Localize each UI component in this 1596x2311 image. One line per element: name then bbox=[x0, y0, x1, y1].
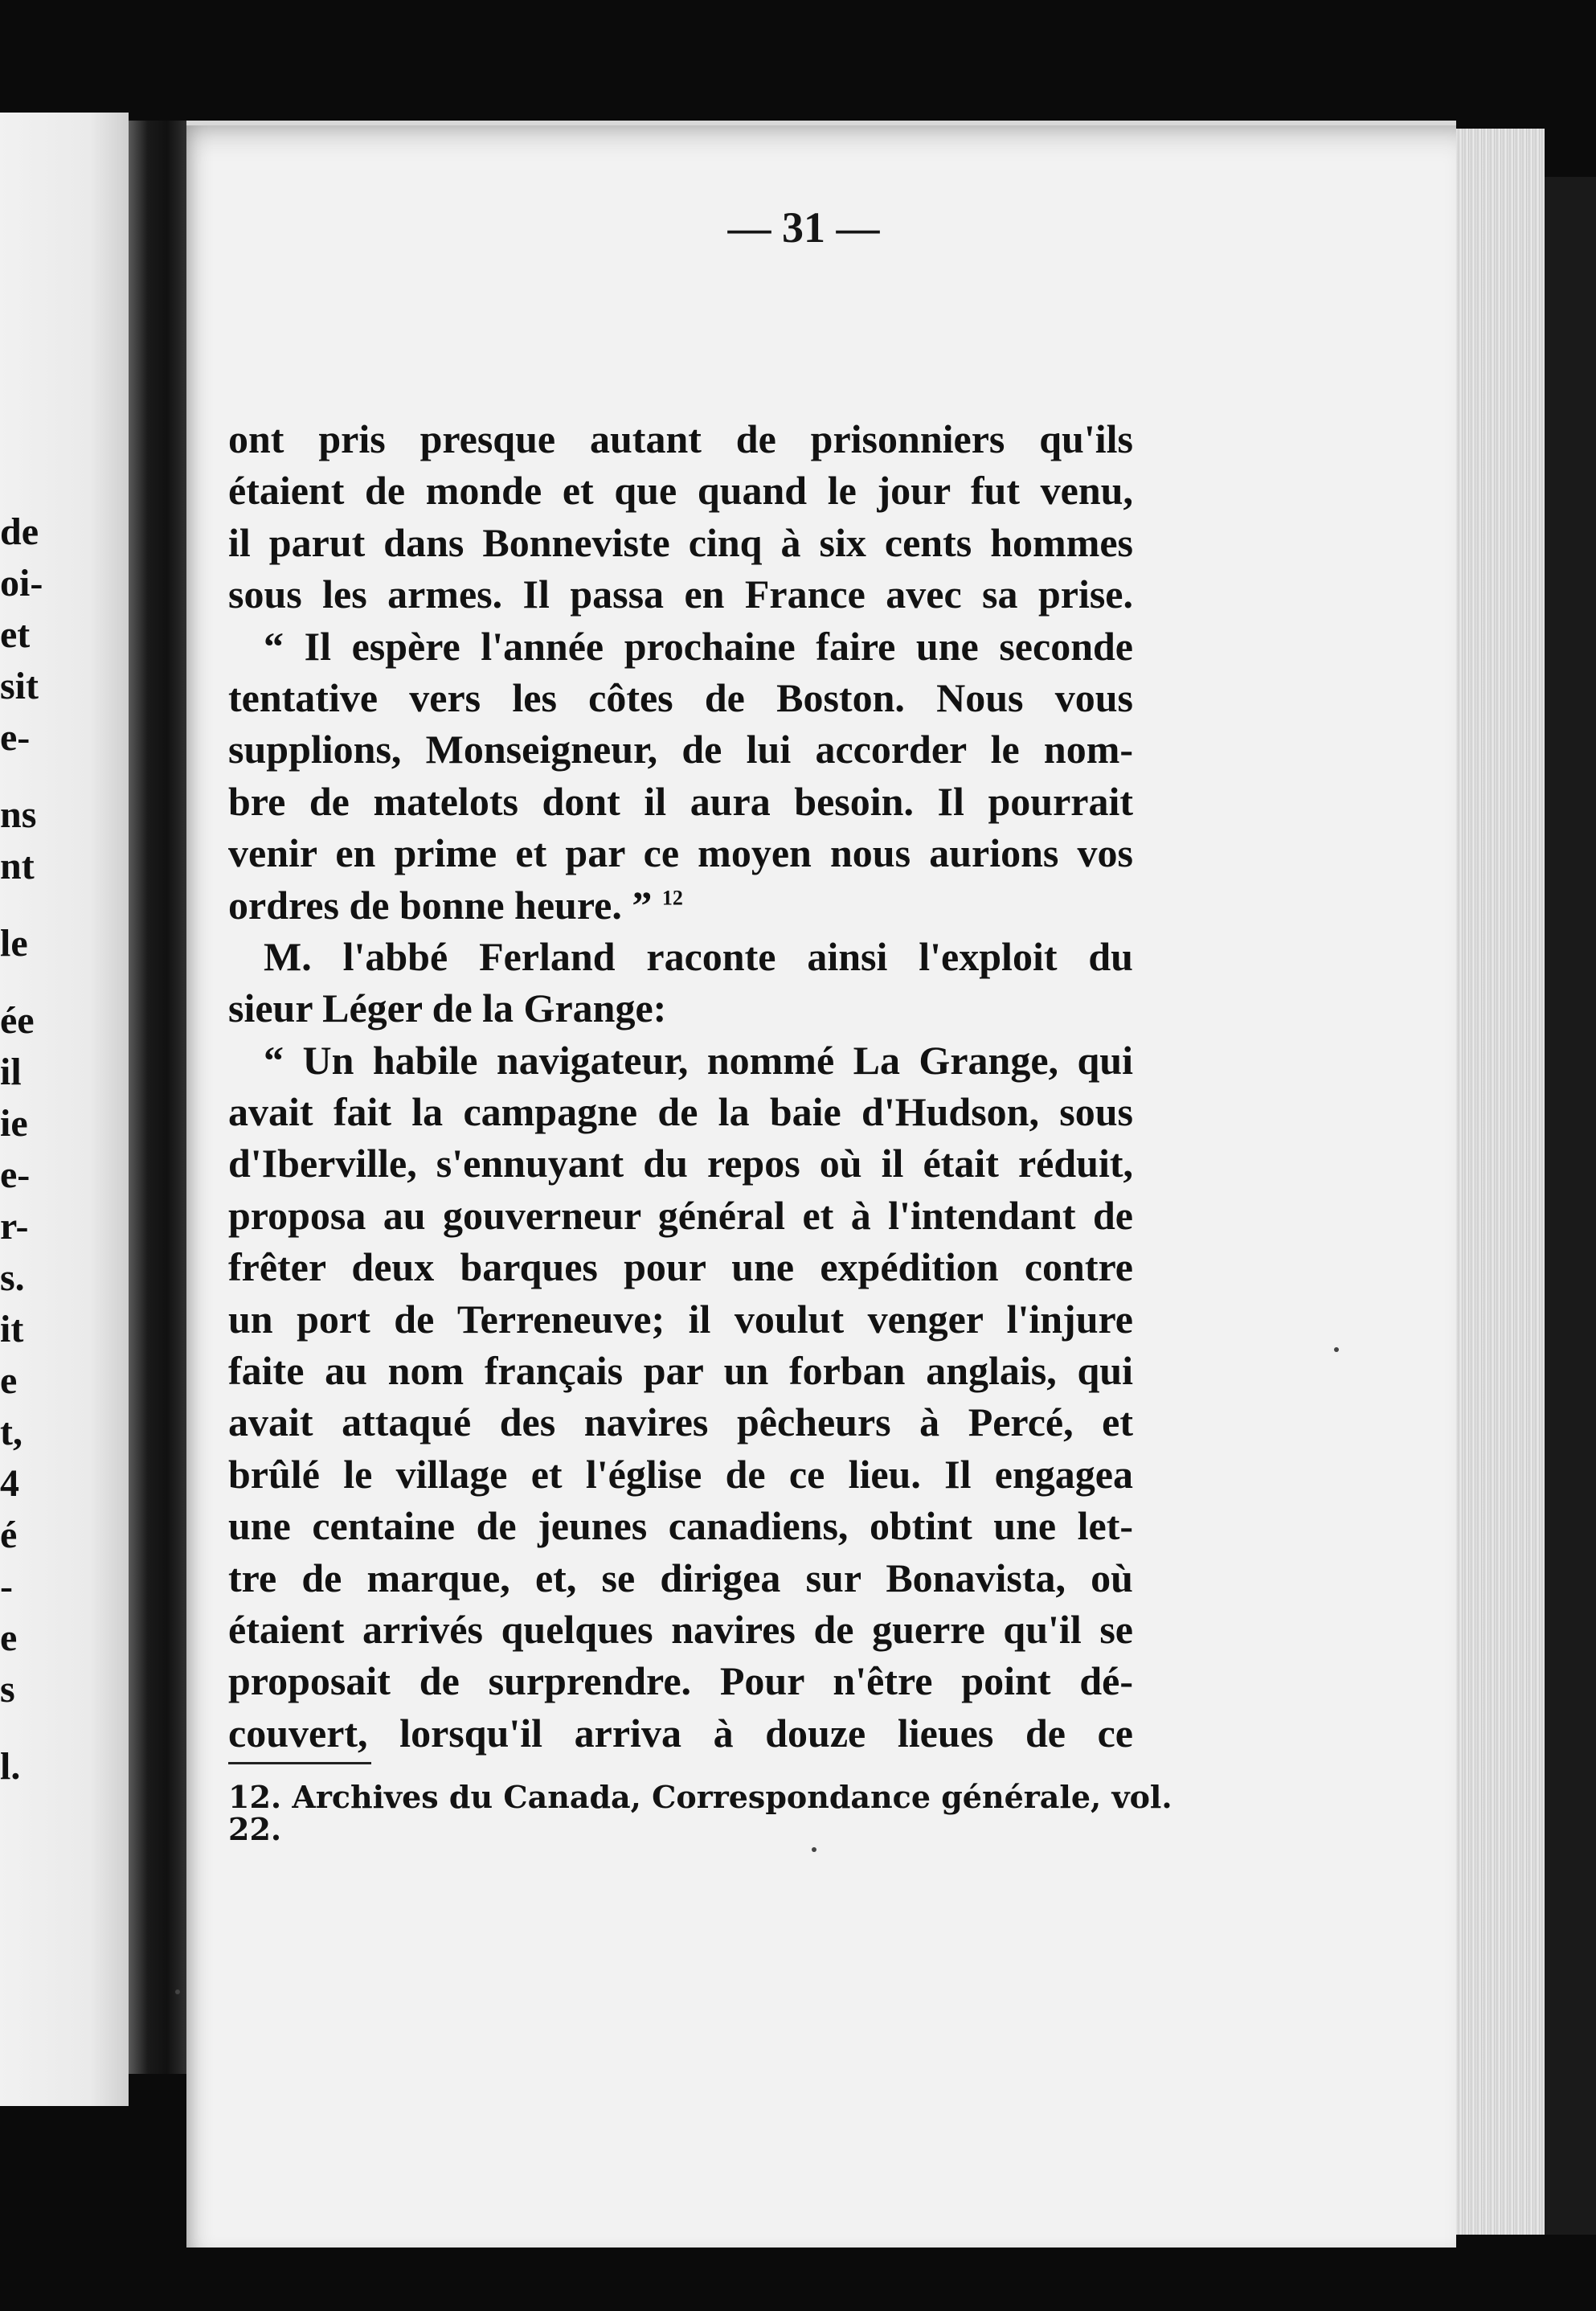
fragment: sit bbox=[0, 665, 39, 707]
fragment: 4 bbox=[0, 1462, 19, 1505]
fragment: nt bbox=[0, 845, 35, 887]
fragment: r- bbox=[0, 1205, 29, 1248]
text-line: “ Il espère l'année prochaine faire une seconde bbox=[264, 623, 1133, 669]
text-line: d'Iberville, s'ennuyant du repos où il était réduit, bbox=[228, 1141, 1133, 1186]
fragment-gap bbox=[0, 764, 80, 789]
fragment: t, bbox=[0, 1411, 23, 1453]
text-line: sous les armes. Il passa en France avec sa prise. bbox=[228, 572, 1133, 617]
text-line: ont pris presque autant de prisonniers qu'ils bbox=[228, 416, 1133, 461]
footnote-line: 22. bbox=[228, 1811, 282, 1847]
text-line: sieur Léger de la Grange: bbox=[228, 985, 667, 1031]
text-line: bre de matelots dont il aura besoin. Il pourrait bbox=[228, 778, 1133, 824]
fragment: s. bbox=[0, 1256, 25, 1299]
fragment-gap bbox=[0, 892, 80, 918]
scan-speck bbox=[812, 1847, 816, 1852]
fragment: oi- bbox=[0, 562, 43, 604]
fragment: s bbox=[0, 1668, 15, 1711]
previous-page-text-fragments bbox=[0, 506, 80, 1793]
text-line: M. l'abbé Ferland raconte ainsi l'exploit du bbox=[264, 933, 1133, 979]
text-line: faite au nom français par un forban anglais, qui bbox=[228, 1348, 1133, 1394]
footnote-reference: 12 bbox=[661, 885, 683, 909]
text-line: un port de Terreneuve; il voulut venger l'injure bbox=[228, 1296, 1133, 1342]
fragment: il bbox=[0, 1051, 22, 1093]
fragment: é bbox=[0, 1514, 18, 1556]
fragment: e bbox=[0, 1616, 18, 1659]
footnote bbox=[228, 1779, 1172, 1847]
text-line: avait attaqué des navires pêcheurs à Percé, et bbox=[228, 1399, 1133, 1445]
page-body-text bbox=[228, 413, 1133, 1759]
text-line: étaient de monde et que quand le jour fut venu, bbox=[228, 468, 1133, 514]
page-number: — 31 — bbox=[727, 203, 880, 252]
fragment: de bbox=[0, 510, 39, 553]
fragment: et bbox=[0, 613, 31, 656]
fragment-gap bbox=[0, 1715, 80, 1741]
text-line: couvert, lorsqu'il arriva à douze lieues de ce bbox=[228, 1710, 1133, 1756]
fragment: ie bbox=[0, 1102, 28, 1145]
text-line: il parut dans Bonneviste cinq à six cents hommes bbox=[228, 519, 1133, 565]
text-line: “ Un habile navigateur, nommé La Grange, qui bbox=[264, 1037, 1133, 1083]
footnote-line: 12. Archives du Canada, Correspondance générale, vol. bbox=[228, 1779, 1172, 1815]
fragment: l. bbox=[0, 1745, 21, 1788]
previous-page-edge bbox=[0, 113, 129, 2106]
fragment: e- bbox=[0, 716, 31, 759]
fragment: it bbox=[0, 1308, 24, 1350]
fragment: ée bbox=[0, 999, 35, 1042]
text-line: brûlé le village et l'église de ce lieu. Il engagea bbox=[228, 1451, 1133, 1497]
fragment-gap bbox=[0, 969, 80, 995]
text-line: proposa au gouverneur général et à l'intendant de bbox=[228, 1192, 1133, 1238]
footnote-divider bbox=[228, 1762, 371, 1764]
fragment: e- bbox=[0, 1153, 31, 1196]
text-line-content: ordres de bonne heure. ” bbox=[228, 882, 653, 928]
text-line: tre de marque, et, se dirigea sur Bonavista, où bbox=[228, 1555, 1133, 1600]
text-line bbox=[228, 879, 1133, 931]
text-line: étaient arrivés quelques navires de guerre qu'il se bbox=[228, 1606, 1133, 1652]
text-line: avait fait la campagne de la baie d'Hudson, sous bbox=[228, 1089, 1133, 1135]
fragment: e bbox=[0, 1359, 18, 1402]
scan-border bbox=[1545, 177, 1596, 2235]
text-line: une centaine de jeunes canadiens, obtint une let- bbox=[228, 1503, 1133, 1549]
scan-speck bbox=[1334, 1347, 1339, 1352]
book-gutter bbox=[129, 121, 193, 2074]
text-line: proposait de surprendre. Pour n'être point dé- bbox=[228, 1658, 1133, 1704]
fragment: - bbox=[0, 1565, 13, 1608]
text-line: venir en prime et par ce moyen nous aurions vos bbox=[228, 830, 1133, 876]
scan-speck bbox=[175, 1989, 180, 1994]
text-line: tentative vers les côtes de Boston. Nous vous bbox=[228, 674, 1133, 720]
text-line: frêter deux barques pour une expédition contre bbox=[228, 1244, 1133, 1290]
fragment: ns bbox=[0, 793, 37, 836]
page-stack-edge bbox=[1456, 129, 1545, 2235]
fragment: le bbox=[0, 922, 28, 965]
text-line: supplions, Monseigneur, de lui accorder le nom- bbox=[228, 727, 1133, 772]
